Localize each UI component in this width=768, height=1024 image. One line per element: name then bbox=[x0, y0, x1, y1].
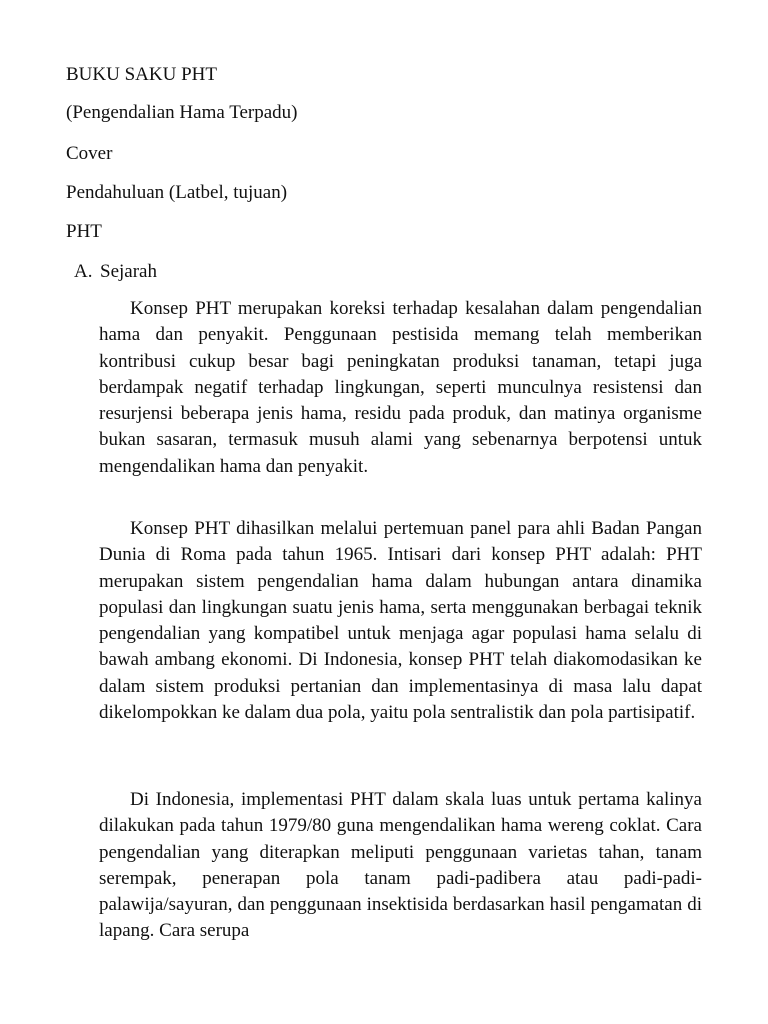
outline-pht: PHT bbox=[66, 221, 102, 242]
document-title: BUKU SAKU PHT bbox=[66, 64, 217, 85]
document-subtitle: (Pengendalian Hama Terpadu) bbox=[66, 102, 298, 123]
section-a-title: Sejarah bbox=[100, 261, 157, 282]
paragraph-3: Di Indonesia, implementasi PHT dalam skala luas untuk pertama kalinya dilakukan pada tahun 1979/80 guna mengendalikan hama wereng coklat. Cara pengendalian yang diterapkan meliputi penggunaan varietas tahan, tanam serempak, penerapan pola tanam padi-padibera atau padi-padi-palawija/sayuran, dan penggunaan insektisida berdasarkan hasil pengamatan di lapang. Cara serupa bbox=[99, 789, 702, 942]
paragraph-2: Konsep PHT dihasilkan melalui pertemuan panel para ahli Badan Pangan Dunia di Roma pada tahun 1965. Intisari dari konsep PHT adalah: PHT merupakan sistem pengendalian hama dalam hubungan antara dinamika populasi dan lingkungan suatu jenis hama, serta menggunakan berbagai teknik pengendalian yang kompatibel untuk menjaga agar populasi hama selalu di bawah ambang ekonomi. Di Indonesia, konsep PHT telah diakomodasikan ke dalam sistem produksi pertanian dan implementasinya di masa lalu dapat dikelompokkan ke dalam dua pola, yaitu pola sentralistik dan pola partisipatif. bbox=[99, 518, 702, 724]
section-a-marker: A. bbox=[74, 261, 93, 282]
section-a-heading bbox=[74, 260, 157, 284]
paragraph-1: Konsep PHT merupakan koreksi terhadap kesalahan dalam pengendalian hama dan penyakit. Penggunaan pestisida memang telah memberikan kontribusi cukup besar bagi peningkatan produksi tanaman, tetapi juga berdampak negatif terhadap lingkungan, seperti munculnya resistensi dan resurjensi beberapa jenis hama, residu pada produk, dan matinya organisme bukan sasaran, termasuk musuh alami yang sebenarnya berpotensi untuk mengendalikan hama dan penyakit. bbox=[99, 298, 702, 477]
outline-introduction: Pendahuluan (Latbel, tujuan) bbox=[66, 182, 288, 203]
outline-cover: Cover bbox=[66, 143, 113, 164]
